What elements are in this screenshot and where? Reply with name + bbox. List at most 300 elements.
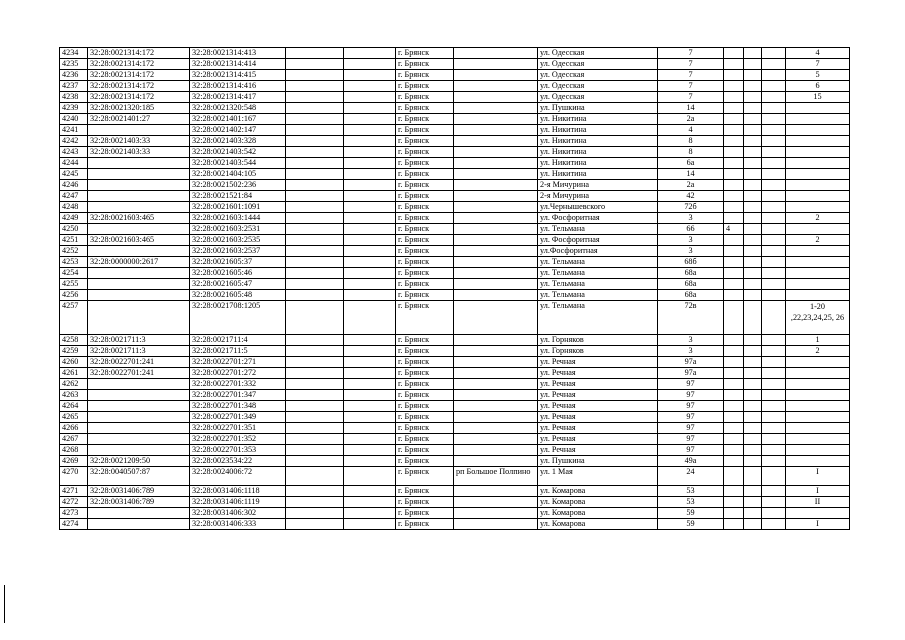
cell-apt bbox=[786, 368, 850, 379]
cell-street: ул. Никитина bbox=[538, 147, 658, 158]
cell-cad bbox=[88, 246, 190, 257]
cell-loc bbox=[454, 180, 538, 191]
cell-apt: I bbox=[786, 486, 850, 497]
cell-street: ул.Чернышевского bbox=[538, 202, 658, 213]
cell-house: 66 bbox=[658, 224, 724, 235]
cell-empty bbox=[286, 213, 344, 224]
cell-empty bbox=[762, 401, 786, 412]
cell-city: г. Брянск bbox=[396, 456, 454, 467]
cell-x bbox=[724, 412, 744, 423]
cell-street: ул. Пушкина bbox=[538, 103, 658, 114]
cell-house: 72б bbox=[658, 202, 724, 213]
table-row bbox=[60, 180, 850, 191]
cell-n: 4240 bbox=[60, 114, 88, 125]
cell-empty bbox=[744, 467, 762, 486]
cell-empty bbox=[744, 445, 762, 456]
cell-city: г. Брянск bbox=[396, 103, 454, 114]
cell-n: 4239 bbox=[60, 103, 88, 114]
cell-n: 4272 bbox=[60, 497, 88, 508]
cell-street: ул. Речная bbox=[538, 434, 658, 445]
cell-empty bbox=[286, 423, 344, 434]
cell-empty bbox=[344, 169, 396, 180]
cell-empty bbox=[344, 48, 396, 59]
cell-cad bbox=[88, 423, 190, 434]
cell-loc bbox=[454, 268, 538, 279]
cell-street: ул. 1 Мая bbox=[538, 467, 658, 486]
cell-cad bbox=[88, 379, 190, 390]
cell-loc bbox=[454, 147, 538, 158]
cell-empty bbox=[286, 401, 344, 412]
cell-empty bbox=[344, 59, 396, 70]
cell-city: г. Брянск bbox=[396, 257, 454, 268]
cell-empty bbox=[762, 136, 786, 147]
cell-x bbox=[724, 379, 744, 390]
cell-cad2: 32:28:0021403:544 bbox=[190, 158, 286, 169]
cell-city: г. Брянск bbox=[396, 434, 454, 445]
cell-city: г. Брянск bbox=[396, 519, 454, 530]
cell-street: 2-я Мичурина bbox=[538, 180, 658, 191]
cell-apt: I bbox=[786, 519, 850, 530]
cell-house: 3 bbox=[658, 213, 724, 224]
cell-empty bbox=[344, 346, 396, 357]
cell-cad bbox=[88, 202, 190, 213]
cell-empty bbox=[286, 81, 344, 92]
cell-apt bbox=[786, 103, 850, 114]
table-row bbox=[60, 497, 850, 508]
cell-city: г. Брянск bbox=[396, 467, 454, 486]
cell-empty bbox=[762, 412, 786, 423]
cell-empty bbox=[762, 147, 786, 158]
cell-empty bbox=[744, 497, 762, 508]
cell-cad2: 32:28:0021314:415 bbox=[190, 70, 286, 81]
cell-empty bbox=[762, 169, 786, 180]
cell-loc bbox=[454, 456, 538, 467]
cell-cad2: 32:28:0021314:417 bbox=[190, 92, 286, 103]
cell-cad: 32:28:0021603:465 bbox=[88, 213, 190, 224]
table-row bbox=[60, 434, 850, 445]
cell-n: 4241 bbox=[60, 125, 88, 136]
cell-empty bbox=[762, 279, 786, 290]
cell-loc: рп Большое Полпино bbox=[454, 467, 538, 486]
cell-n: 4268 bbox=[60, 445, 88, 456]
cell-empty bbox=[286, 246, 344, 257]
cell-city: г. Брянск bbox=[396, 48, 454, 59]
cell-empty bbox=[762, 213, 786, 224]
cell-cad2: 32:28:0022701:352 bbox=[190, 434, 286, 445]
cell-loc bbox=[454, 235, 538, 246]
table-row bbox=[60, 81, 850, 92]
cell-street: ул. Тельмана bbox=[538, 268, 658, 279]
cell-street: ул. Одесская bbox=[538, 48, 658, 59]
cell-cad2: 32:28:0031406:1119 bbox=[190, 497, 286, 508]
table-row bbox=[60, 467, 850, 486]
cell-street: ул. Речная bbox=[538, 357, 658, 368]
cell-house: 68б bbox=[658, 257, 724, 268]
table-row bbox=[60, 70, 850, 81]
cell-empty bbox=[344, 412, 396, 423]
cell-empty bbox=[344, 445, 396, 456]
cell-cad bbox=[88, 434, 190, 445]
cell-empty bbox=[744, 169, 762, 180]
cell-empty bbox=[344, 103, 396, 114]
cell-x bbox=[724, 114, 744, 125]
cell-x bbox=[724, 335, 744, 346]
cell-n: 4236 bbox=[60, 70, 88, 81]
cell-x bbox=[724, 235, 744, 246]
cell-cad2: 32:28:0024006:72 bbox=[190, 467, 286, 486]
cell-empty bbox=[762, 445, 786, 456]
cell-empty bbox=[762, 103, 786, 114]
cell-empty bbox=[762, 114, 786, 125]
cell-empty bbox=[286, 335, 344, 346]
cell-cad: 32:28:0021603:465 bbox=[88, 235, 190, 246]
cell-city: г. Брянск bbox=[396, 59, 454, 70]
cell-city: г. Брянск bbox=[396, 497, 454, 508]
cell-cad2: 32:28:0022701:347 bbox=[190, 390, 286, 401]
cell-x bbox=[724, 70, 744, 81]
cell-house: 97а bbox=[658, 357, 724, 368]
cell-house: 59 bbox=[658, 508, 724, 519]
cell-empty bbox=[744, 202, 762, 213]
cell-empty bbox=[744, 401, 762, 412]
cell-n: 4270 bbox=[60, 467, 88, 486]
cell-cad2: 32:28:0021603:1444 bbox=[190, 213, 286, 224]
cell-x bbox=[724, 290, 744, 301]
cell-empty bbox=[286, 59, 344, 70]
table-row bbox=[60, 136, 850, 147]
cell-city: г. Брянск bbox=[396, 401, 454, 412]
cell-x bbox=[724, 92, 744, 103]
cell-loc bbox=[454, 486, 538, 497]
cell-n: 4248 bbox=[60, 202, 88, 213]
cell-cad: 32:28:0021314:172 bbox=[88, 70, 190, 81]
cell-empty bbox=[286, 158, 344, 169]
cell-empty bbox=[744, 357, 762, 368]
cell-loc bbox=[454, 497, 538, 508]
cell-empty bbox=[744, 335, 762, 346]
cell-apt bbox=[786, 169, 850, 180]
cell-cad2: 32:28:0021320:548 bbox=[190, 103, 286, 114]
cell-x bbox=[724, 508, 744, 519]
cell-empty bbox=[762, 235, 786, 246]
cell-cad bbox=[88, 390, 190, 401]
cell-empty bbox=[286, 235, 344, 246]
cell-apt bbox=[786, 224, 850, 235]
cell-empty bbox=[744, 290, 762, 301]
cell-apt: 2 bbox=[786, 213, 850, 224]
table-row bbox=[60, 412, 850, 423]
cell-house: 97 bbox=[658, 423, 724, 434]
cell-cad bbox=[88, 301, 190, 335]
cell-house: 4 bbox=[658, 125, 724, 136]
margin-mark bbox=[4, 585, 5, 623]
cell-loc bbox=[454, 213, 538, 224]
cell-street: ул. Одесская bbox=[538, 92, 658, 103]
cell-apt bbox=[786, 202, 850, 213]
cell-house: 59 bbox=[658, 519, 724, 530]
cell-city: г. Брянск bbox=[396, 92, 454, 103]
cell-city: г. Брянск bbox=[396, 379, 454, 390]
cell-loc bbox=[454, 519, 538, 530]
cell-apt bbox=[786, 290, 850, 301]
cell-empty bbox=[744, 423, 762, 434]
cell-empty bbox=[286, 301, 344, 335]
cell-empty bbox=[744, 213, 762, 224]
cell-empty bbox=[286, 224, 344, 235]
table-row bbox=[60, 508, 850, 519]
cell-house: 53 bbox=[658, 486, 724, 497]
cell-empty bbox=[744, 456, 762, 467]
cell-apt: II bbox=[786, 497, 850, 508]
table-row bbox=[60, 103, 850, 114]
cell-apt: 4 bbox=[786, 48, 850, 59]
cell-cad2: 32:28:0023534:22 bbox=[190, 456, 286, 467]
table-row bbox=[60, 379, 850, 390]
cell-street: ул. Горняков bbox=[538, 346, 658, 357]
cell-empty bbox=[344, 279, 396, 290]
cell-empty bbox=[344, 136, 396, 147]
table-row bbox=[60, 202, 850, 213]
table-row bbox=[60, 290, 850, 301]
cell-n: 4269 bbox=[60, 456, 88, 467]
cell-n: 4274 bbox=[60, 519, 88, 530]
cell-apt: 5 bbox=[786, 70, 850, 81]
cell-city: г. Брянск bbox=[396, 213, 454, 224]
cell-n: 4244 bbox=[60, 158, 88, 169]
cell-house: 7 bbox=[658, 81, 724, 92]
cell-cad2: 32:28:0022701:272 bbox=[190, 368, 286, 379]
cell-n: 4247 bbox=[60, 191, 88, 202]
cell-x bbox=[724, 279, 744, 290]
cell-x bbox=[724, 401, 744, 412]
cell-house: 7 bbox=[658, 70, 724, 81]
cell-cad: 32:28:0021403:33 bbox=[88, 136, 190, 147]
cell-empty bbox=[286, 202, 344, 213]
cell-cad bbox=[88, 158, 190, 169]
cell-empty bbox=[762, 246, 786, 257]
cell-city: г. Брянск bbox=[396, 136, 454, 147]
cell-city: г. Брянск bbox=[396, 202, 454, 213]
cell-n: 4251 bbox=[60, 235, 88, 246]
cell-x bbox=[724, 301, 744, 335]
cell-empty bbox=[744, 519, 762, 530]
cell-empty bbox=[744, 301, 762, 335]
cell-cad: 32:28:0021403:33 bbox=[88, 147, 190, 158]
cell-apt: 7 bbox=[786, 59, 850, 70]
cell-street: ул. Одесская bbox=[538, 70, 658, 81]
cell-empty bbox=[344, 202, 396, 213]
cell-empty bbox=[286, 70, 344, 81]
cell-empty bbox=[762, 486, 786, 497]
cell-apt bbox=[786, 125, 850, 136]
cell-cad2: 32:28:0021402:147 bbox=[190, 125, 286, 136]
cell-empty bbox=[344, 301, 396, 335]
cell-empty bbox=[344, 235, 396, 246]
table-row bbox=[60, 147, 850, 158]
cell-n: 4235 bbox=[60, 59, 88, 70]
table-row bbox=[60, 158, 850, 169]
cell-cad2: 32:28:0022701:349 bbox=[190, 412, 286, 423]
table-row bbox=[60, 224, 850, 235]
cell-x bbox=[724, 158, 744, 169]
cell-city: г. Брянск bbox=[396, 445, 454, 456]
cell-loc bbox=[454, 257, 538, 268]
cell-house: 2а bbox=[658, 114, 724, 125]
cell-empty bbox=[344, 246, 396, 257]
cell-apt bbox=[786, 191, 850, 202]
cell-empty bbox=[286, 368, 344, 379]
cell-house: 97 bbox=[658, 390, 724, 401]
cell-apt bbox=[786, 257, 850, 268]
table-row bbox=[60, 59, 850, 70]
table-row bbox=[60, 519, 850, 530]
cell-x bbox=[724, 103, 744, 114]
cell-cad bbox=[88, 519, 190, 530]
cell-empty bbox=[762, 497, 786, 508]
cell-cad2: 32:28:0021403:542 bbox=[190, 147, 286, 158]
table-row bbox=[60, 445, 850, 456]
cell-empty bbox=[286, 508, 344, 519]
cell-cad2: 32:28:0022701:348 bbox=[190, 401, 286, 412]
cell-loc bbox=[454, 279, 538, 290]
cell-empty bbox=[344, 114, 396, 125]
cell-empty bbox=[744, 279, 762, 290]
cell-cad2: 32:28:0031406:1118 bbox=[190, 486, 286, 497]
cell-loc bbox=[454, 445, 538, 456]
cell-street: ул. Тельмана bbox=[538, 279, 658, 290]
cell-house: 68а bbox=[658, 279, 724, 290]
cell-cad2: 32:28:0021708:1205 bbox=[190, 301, 286, 335]
cell-cad bbox=[88, 401, 190, 412]
cell-apt: 1 bbox=[786, 335, 850, 346]
cell-house: 2а bbox=[658, 180, 724, 191]
cell-street: ул. Речная bbox=[538, 390, 658, 401]
cell-n: 4259 bbox=[60, 346, 88, 357]
cell-cad2: 32:28:0021502:236 bbox=[190, 180, 286, 191]
cell-cad: 32:28:0021314:172 bbox=[88, 92, 190, 103]
cell-cad2: 32:28:0021605:47 bbox=[190, 279, 286, 290]
cell-empty bbox=[344, 180, 396, 191]
cell-loc bbox=[454, 81, 538, 92]
cell-street: ул. Никитина bbox=[538, 136, 658, 147]
cell-loc bbox=[454, 508, 538, 519]
cell-x bbox=[724, 257, 744, 268]
cell-house: 8 bbox=[658, 136, 724, 147]
cell-loc bbox=[454, 158, 538, 169]
cell-apt bbox=[786, 180, 850, 191]
cell-street: ул. Никитина bbox=[538, 125, 658, 136]
cell-empty bbox=[744, 158, 762, 169]
cell-empty bbox=[744, 224, 762, 235]
cell-loc bbox=[454, 114, 538, 125]
cell-empty bbox=[744, 486, 762, 497]
cell-street: ул. Никитина bbox=[538, 169, 658, 180]
cell-x bbox=[724, 445, 744, 456]
cell-empty bbox=[762, 158, 786, 169]
cell-cad2: 32:28:0021314:414 bbox=[190, 59, 286, 70]
cell-loc bbox=[454, 423, 538, 434]
cell-empty bbox=[344, 519, 396, 530]
cell-apt bbox=[786, 147, 850, 158]
cell-house: 7 bbox=[658, 92, 724, 103]
cell-apt bbox=[786, 136, 850, 147]
cell-apt: 2 bbox=[786, 235, 850, 246]
cell-loc bbox=[454, 379, 538, 390]
cell-street: ул. Фосфоритная bbox=[538, 235, 658, 246]
cell-house: 7 bbox=[658, 48, 724, 59]
cell-loc bbox=[454, 412, 538, 423]
cell-street: ул. Фосфоритная bbox=[538, 213, 658, 224]
cell-empty bbox=[744, 147, 762, 158]
cell-house: 3 bbox=[658, 235, 724, 246]
cell-cad: 32:28:0040507:87 bbox=[88, 467, 190, 486]
cell-city: г. Брянск bbox=[396, 180, 454, 191]
cell-apt bbox=[786, 390, 850, 401]
cell-empty bbox=[762, 508, 786, 519]
cell-empty bbox=[744, 125, 762, 136]
cell-empty bbox=[286, 114, 344, 125]
cell-cad2: 32:28:0021401:167 bbox=[190, 114, 286, 125]
cell-street: ул. Тельмана bbox=[538, 290, 658, 301]
cell-empty bbox=[286, 136, 344, 147]
cell-house: 49а bbox=[658, 456, 724, 467]
cell-house: 3 bbox=[658, 246, 724, 257]
cell-house: 8 bbox=[658, 147, 724, 158]
cell-loc bbox=[454, 246, 538, 257]
cell-empty bbox=[744, 412, 762, 423]
cell-city: г. Брянск bbox=[396, 191, 454, 202]
cell-cad2: 32:28:0021605:48 bbox=[190, 290, 286, 301]
cell-empty bbox=[344, 357, 396, 368]
cell-n: 4266 bbox=[60, 423, 88, 434]
cell-city: г. Брянск bbox=[396, 390, 454, 401]
cell-cad2: 32:28:0021404:105 bbox=[190, 169, 286, 180]
cell-x bbox=[724, 202, 744, 213]
cell-cad2: 32:28:0021314:416 bbox=[190, 81, 286, 92]
cell-n: 4271 bbox=[60, 486, 88, 497]
table-row bbox=[60, 92, 850, 103]
cell-empty bbox=[286, 180, 344, 191]
cell-loc bbox=[454, 301, 538, 335]
cell-city: г. Брянск bbox=[396, 301, 454, 335]
cell-cad2: 32:28:0021403:328 bbox=[190, 136, 286, 147]
cell-house: 24 bbox=[658, 467, 724, 486]
cell-x bbox=[724, 390, 744, 401]
cell-n: 4243 bbox=[60, 147, 88, 158]
cell-cad bbox=[88, 445, 190, 456]
cell-city: г. Брянск bbox=[396, 147, 454, 158]
cell-x bbox=[724, 59, 744, 70]
cell-empty bbox=[744, 180, 762, 191]
cell-city: г. Брянск bbox=[396, 81, 454, 92]
cell-empty bbox=[744, 346, 762, 357]
cell-cad2: 32:28:0022701:271 bbox=[190, 357, 286, 368]
cell-empty bbox=[744, 434, 762, 445]
cell-empty bbox=[344, 147, 396, 158]
cell-house: 68а bbox=[658, 268, 724, 279]
cell-empty bbox=[744, 136, 762, 147]
cell-empty bbox=[744, 246, 762, 257]
table-row bbox=[60, 191, 850, 202]
cell-apt bbox=[786, 379, 850, 390]
cell-loc bbox=[454, 202, 538, 213]
cell-empty bbox=[286, 257, 344, 268]
cell-cad2: 32:28:0021603:2535 bbox=[190, 235, 286, 246]
cell-empty bbox=[762, 346, 786, 357]
cell-street: ул. Никитина bbox=[538, 114, 658, 125]
cell-n: 4250 bbox=[60, 224, 88, 235]
cell-empty bbox=[762, 59, 786, 70]
